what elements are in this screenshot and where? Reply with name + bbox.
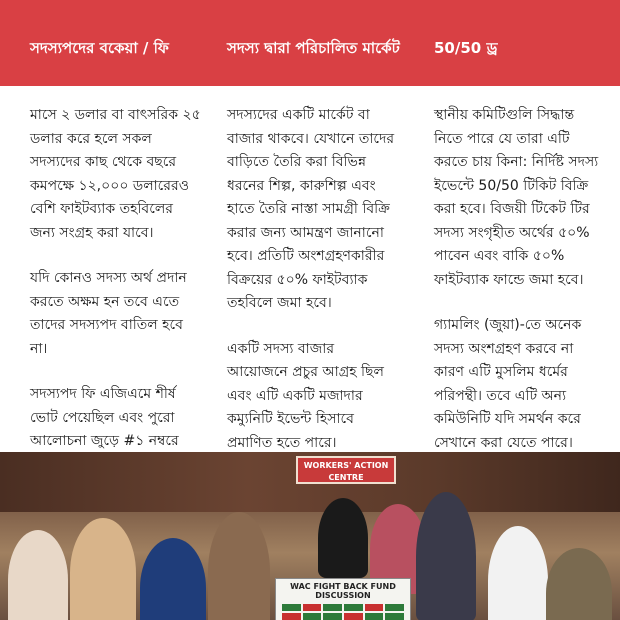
board-sticker (282, 613, 301, 620)
column-1-paragraph: যদি কোনও সদস্য অর্থ প্রদান করতে অক্ষম হন তবে এতে তাদের সদস্যপদ বাতিল হবে না। (30, 270, 187, 357)
person (318, 498, 368, 578)
board-grid (282, 604, 404, 620)
person (208, 512, 270, 620)
column-2-body (227, 104, 397, 477)
column-2-paragraph: সদস্যদের একটি মার্কেট বা বাজার থাকবে। যেখানে তাদের বাড়িতে তৈরি করা বিভিন্ন ধরনের শিল্প, কারুশিল্প এবং হাতে তৈরি নাস্তা সামগ্রী বিক্রি করার জন্য আমন্ত্রণ জানানো হবে। প্রতিটি অংশগ্রহণকারীর বিক্রয়ের ৫০% ফাইটব্যাক তহবিলে জমা হবে। (227, 107, 395, 311)
person (488, 526, 548, 620)
person (416, 492, 476, 620)
person (546, 548, 612, 620)
board-sticker (365, 604, 384, 611)
photo-banner: WORKERS' ACTION CENTRE (296, 456, 396, 484)
board-sticker (323, 613, 342, 620)
column-3-title: 50/50 ড্র (434, 39, 498, 57)
column-2-paragraph: একটি সদস্য বাজার আয়োজনে প্রচুর আগ্রহ ছিল এবং এটি একটি মজাদার কম্যুনিটি ইভেন্ট হিসাবে প্রমাণিত হতে পারে। (227, 340, 384, 451)
person (140, 538, 206, 620)
board-sticker (344, 613, 363, 620)
board-sticker (282, 604, 301, 611)
column-2-title: সদস্য দ্বারা পরিচালিত মার্কেট (227, 39, 400, 57)
column-1-body (30, 104, 202, 499)
column-1-paragraph: মাসে ২ ডলার বা বাৎসরিক ২৫ ডলার করে হলে সকল সদস্যদের কাছ থেকে বছরে কমপক্ষে ১২,০০০ ডলারেরও বেশি ফাইটব্যাক তহবিলের জন্য সংগ্রহ করা যাবে। (30, 107, 201, 241)
column-3-body (434, 104, 606, 477)
fund-discussion-board (275, 578, 411, 620)
board-sticker (303, 604, 322, 611)
board-sticker (344, 604, 363, 611)
column-1-title: সদস্যপদের বকেয়া / ফি (30, 39, 169, 57)
board-title: WAC FIGHT BACK FUND DISCUSSION (290, 582, 396, 600)
board-sticker (303, 613, 322, 620)
column-1-paragraph: সদস্যপদ ফি এজিএমে শীর্ষ ভোট পেয়েছিল এবং পুরো আলোচনা জুড়ে #১ নম্বরে (30, 386, 179, 449)
board-sticker (365, 613, 384, 620)
board-sticker (323, 604, 342, 611)
board-sticker (385, 613, 404, 620)
group-photo (0, 452, 620, 620)
person (70, 518, 136, 620)
column-3-paragraph: স্থানীয় কমিটিগুলি সিদ্ধান্ত নিতে পারে যে তারা এটি করতে চায় কিনা: নির্দিষ্ট সদস্য ইভেন্টে 50/50 টিকিট বিক্রি করা হবে। বিজয়ী টিকেট টির সদস্য সংগৃহীত অর্থের ৫০% পাবেন এবং বাকি ৫০% ফাইটব্যাক ফান্ডে জমা হবে। (434, 107, 599, 288)
column-3-paragraph: গ্যামলিং (জুয়া)-তে অনেক সদস্য অংশগ্রহণ করবে না কারণ এটি মুসলিম ধর্মের পরিপন্থী। তবে এটি অন্য কমিউনিটি যদি সমর্থন করে সেখানে করা যেতে পারে। (434, 317, 582, 451)
person (8, 530, 68, 620)
board-sticker (385, 604, 404, 611)
